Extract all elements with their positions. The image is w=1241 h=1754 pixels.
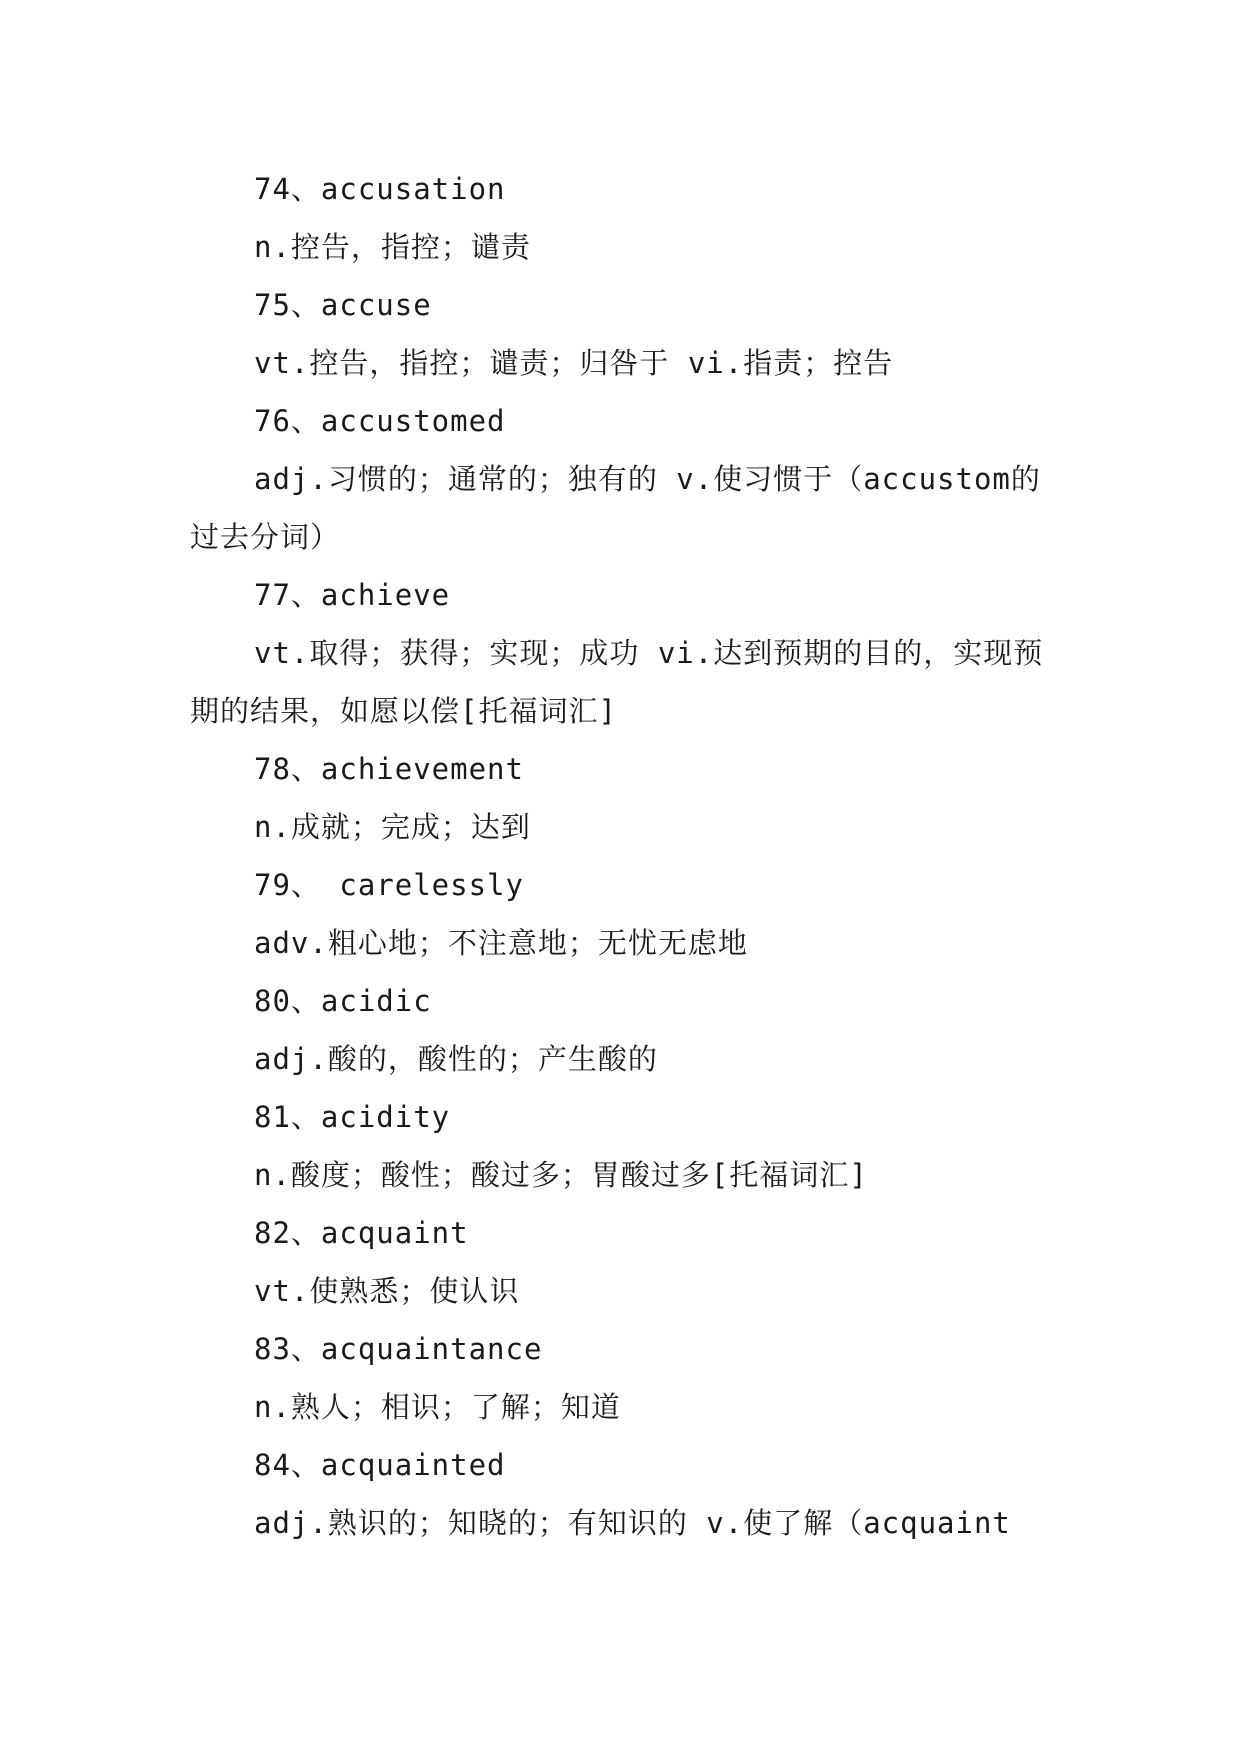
entry-definition: adj.熟识的；知晓的；有知识的 v.使了解（acquaint (254, 1506, 1011, 1540)
entry-definition: vt.使熟悉；使认识 (254, 1274, 520, 1308)
entry-definition: n.成就；完成；达到 (254, 810, 531, 844)
entry-headword: 78、achievement (254, 752, 524, 786)
entry-headword: 80、acidic (254, 984, 432, 1018)
entry-headword: 74、accusation (254, 172, 506, 206)
entry-definition: adj.习惯的；通常的；独有的 v.使习惯于（accustom的过去分词） (190, 462, 1041, 554)
entry-definition: n.酸度；酸性；酸过多；胃酸过多[托福词汇] (254, 1158, 868, 1192)
entry-definition: adj.酸的，酸性的；产生酸的 (254, 1042, 658, 1076)
entry-definition: vt.控告，指控；谴责；归咎于 vi.指责；控告 (254, 346, 894, 380)
entry-definition: n.熟人；相识；了解；知道 (254, 1390, 621, 1424)
vocabulary-list (190, 160, 1050, 1552)
entry-headword: 77、achieve (254, 578, 451, 612)
entry-definition: n.控告，指控；谴责 (254, 230, 531, 264)
entry-definition: adv.粗心地；不注意地；无忧无虑地 (254, 926, 748, 960)
entry-headword: 81、acidity (254, 1100, 451, 1134)
entry-headword: 75、accuse (254, 288, 432, 322)
entry-headword: 79、 carelessly (254, 868, 524, 902)
entry-headword: 76、accustomed (254, 404, 506, 438)
entry-definition: vt.取得；获得；实现；成功 vi.达到预期的目的，实现预期的结果，如愿以偿[托福词汇] (190, 636, 1044, 728)
entry-headword: 83、acquaintance (254, 1332, 543, 1366)
entry-headword: 82、acquaint (254, 1216, 469, 1250)
entry-headword: 84、acquainted (254, 1448, 506, 1482)
